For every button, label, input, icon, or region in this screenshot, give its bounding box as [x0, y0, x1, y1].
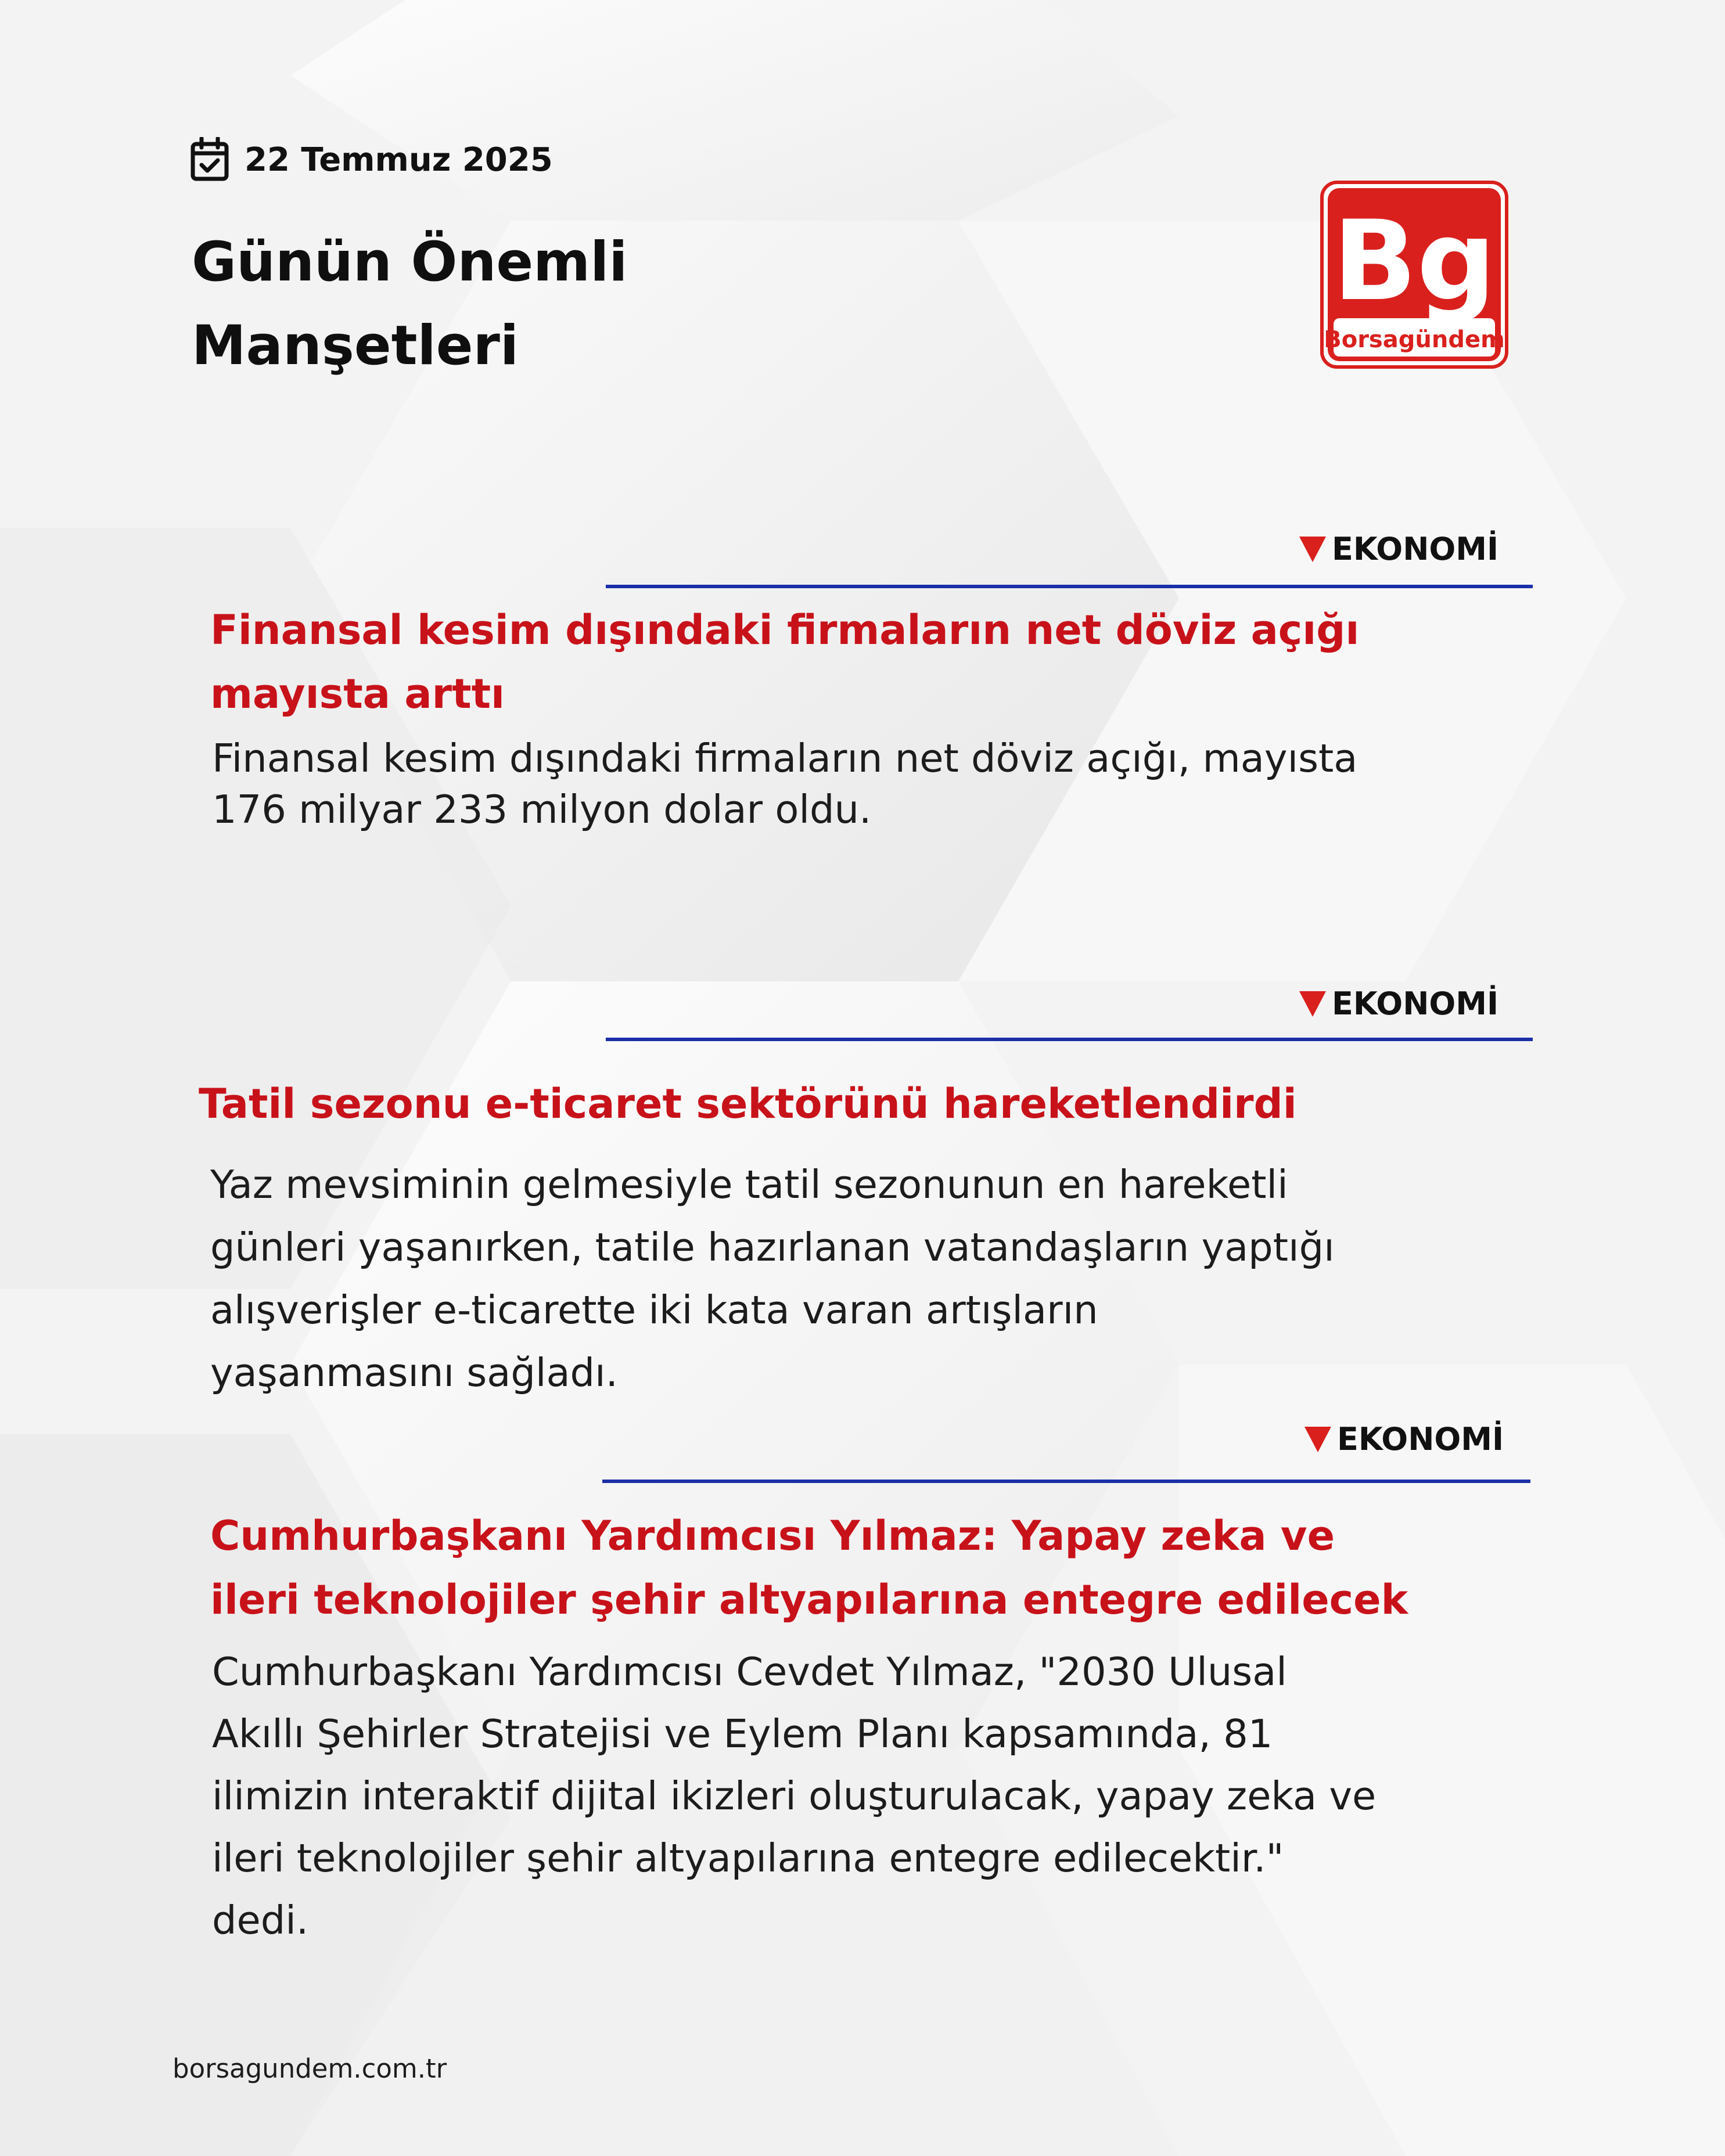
summary-line: dedi. — [212, 1898, 309, 1943]
calendar-icon — [190, 137, 229, 182]
article-headline[interactable] — [199, 1072, 1297, 1136]
section-divider — [602, 1480, 1530, 1483]
category-label[interactable] — [1304, 1421, 1504, 1457]
summary-line: 176 milyar 233 milyon dolar oldu. — [212, 787, 872, 832]
headline-line: Cumhurbaşkanı Yardımcısı Yılmaz: Yapay zeka ve — [210, 1512, 1335, 1560]
article-summary — [212, 1641, 1376, 1952]
headline-line: mayısta arttı — [210, 670, 505, 718]
summary-line: Akıllı Şehirler Stratejisi ve Eylem Planı kapsamında, 81 — [212, 1711, 1273, 1757]
category-label[interactable] — [1299, 531, 1498, 567]
summary-line: Cumhurbaşkanı Yardımcısı Cevdet Yılmaz, "2030 Ulusal — [212, 1649, 1287, 1694]
category-text: EKONOMİ — [1332, 531, 1499, 567]
category-text: EKONOMİ — [1337, 1421, 1504, 1457]
triangle-down-icon — [1299, 991, 1326, 1017]
category-text: EKONOMİ — [1332, 985, 1499, 1022]
page-title — [192, 221, 772, 388]
date-label: 22 Temmuz 2025 — [245, 141, 553, 179]
summary-line: ileri teknolojiler şehir altyapılarına entegre edilecektir." — [212, 1835, 1284, 1881]
headline-line: Finansal kesim dışındaki firmaların net döviz açığı — [210, 606, 1360, 654]
summary-line: günleri yaşanırken, tatile hazırlanan vatandaşların yaptığı — [210, 1225, 1335, 1270]
section-divider — [606, 1038, 1533, 1041]
logo-wordmark: Borsagündem — [1324, 326, 1505, 353]
footer-website-link[interactable]: borsagundem.com.tr — [172, 2053, 447, 2084]
triangle-down-icon — [1299, 537, 1326, 562]
page-title-line: Manşetleri — [192, 314, 519, 377]
summary-line: Yaz mevsiminin gelmesiyle tatil sezonunun en hareketli — [210, 1162, 1288, 1207]
summary-line: ilimizin interaktif dijital ikizleri oluşturulacak, yapay zeka ve — [212, 1773, 1377, 1819]
date-row — [190, 137, 553, 182]
summary-line: alışverişler e-ticarette iki kata varan artışların — [210, 1287, 1098, 1333]
article-headline[interactable] — [210, 1504, 1408, 1632]
headline-line: ileri teknolojiler şehir altyapılarına entegre edilecek — [210, 1576, 1408, 1624]
article-summary — [212, 733, 1357, 835]
headline-line: Tatil sezonu e-ticaret sektörünü hareketlendirdi — [199, 1080, 1297, 1128]
summary-line: yaşanmasını sağladı. — [210, 1350, 618, 1395]
page-title-line: Günün Önemli — [192, 231, 628, 294]
category-label[interactable] — [1299, 985, 1498, 1022]
borsagundem-logo — [1320, 180, 1509, 369]
article-summary — [210, 1153, 1335, 1404]
triangle-down-icon — [1304, 1427, 1331, 1452]
logo-monogram: Bg — [1332, 197, 1496, 325]
section-divider — [606, 585, 1533, 588]
article-headline[interactable] — [210, 598, 1359, 726]
summary-line: Finansal kesim dışındaki firmaların net döviz açığı, mayısta — [212, 736, 1358, 781]
